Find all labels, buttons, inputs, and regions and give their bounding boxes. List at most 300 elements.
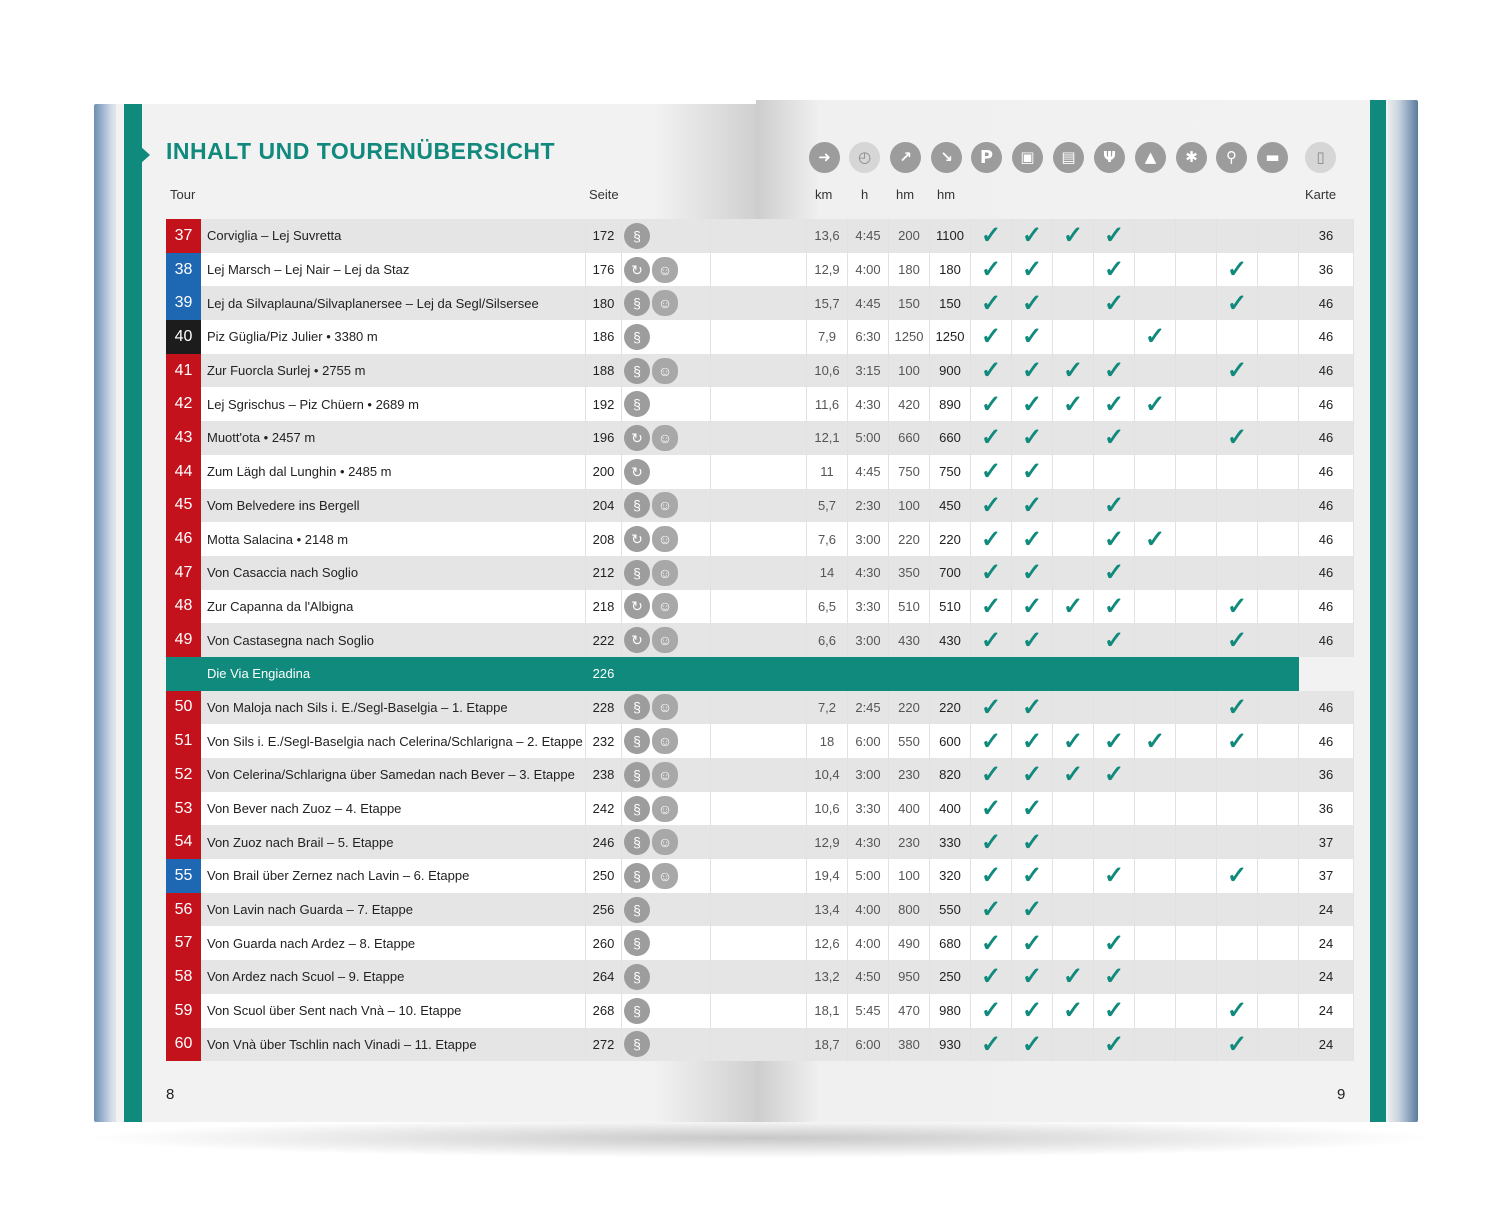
check-cable-car-icon: ✓	[1053, 387, 1094, 421]
family-friendly-icon: ☺	[652, 257, 678, 283]
check-lodging	[1258, 825, 1299, 859]
check-summit-icon: ✓	[1135, 522, 1176, 556]
duration-h: 4:30	[848, 825, 889, 859]
table-row[interactable]	[166, 859, 1354, 893]
map-number: 24	[1299, 994, 1354, 1028]
table-row[interactable]	[166, 590, 1354, 624]
check-bike-icon: ✓	[1217, 1028, 1258, 1062]
check-bike	[1217, 758, 1258, 792]
check-winter	[1176, 623, 1217, 657]
check-summit	[1135, 758, 1176, 792]
tour-number: 47	[166, 556, 201, 590]
ascent-hm: 200	[889, 219, 930, 253]
check-parking-icon: ✓	[971, 1028, 1012, 1062]
duration-h: 4:45	[848, 219, 889, 253]
check-parking-icon: ✓	[971, 455, 1012, 489]
table-row[interactable]	[166, 758, 1354, 792]
tour-type-icons	[622, 219, 711, 253]
descent-hm: 660	[930, 421, 971, 455]
table-row[interactable]	[166, 489, 1354, 523]
duration-h: 6:00	[848, 1028, 889, 1062]
check-winter	[1176, 926, 1217, 960]
ascent-hm: 220	[889, 522, 930, 556]
check-bus-icon: ✓	[1012, 489, 1053, 523]
descent-hm: 180	[930, 253, 971, 287]
tour-name: Von Brail über Zernez nach Lavin – 6. Etappe	[201, 859, 586, 893]
table-row[interactable]	[166, 792, 1354, 826]
tour-page: 272	[586, 1028, 622, 1062]
check-bike-icon: ✓	[1217, 253, 1258, 287]
distance-km: 7,9	[807, 320, 848, 354]
tour-type-icons	[622, 893, 711, 927]
map-number: 46	[1299, 522, 1354, 556]
spacer	[711, 758, 807, 792]
tour-number: 59	[166, 994, 201, 1028]
check-winter	[1176, 253, 1217, 287]
winter-icon: ✱	[1176, 142, 1207, 173]
check-lodging	[1258, 926, 1299, 960]
check-lodging	[1258, 994, 1299, 1028]
tour-type-icons	[622, 387, 711, 421]
map-number: 46	[1299, 354, 1354, 388]
tour-name: Vom Belvedere ins Bergell	[201, 489, 586, 523]
check-lodging	[1258, 421, 1299, 455]
tour-number: 53	[166, 792, 201, 826]
route-track-icon: §	[624, 998, 650, 1024]
tour-type-icons	[622, 994, 711, 1028]
ascent-hm: 100	[889, 859, 930, 893]
check-bike-icon: ✓	[1217, 724, 1258, 758]
map-number: 46	[1299, 320, 1354, 354]
check-winter	[1176, 320, 1217, 354]
tour-page: 246	[586, 825, 622, 859]
check-parking-icon: ✓	[971, 320, 1012, 354]
check-cable-car	[1053, 421, 1094, 455]
check-cable-car	[1053, 792, 1094, 826]
check-parking-icon: ✓	[971, 489, 1012, 523]
loop-route-icon: ↻	[624, 526, 650, 552]
distance-km: 19,4	[807, 859, 848, 893]
spacer	[711, 590, 807, 624]
table-row[interactable]	[166, 825, 1354, 859]
check-bus-icon: ✓	[1012, 421, 1053, 455]
check-summit-icon: ✓	[1135, 320, 1176, 354]
descent-hm: 400	[930, 792, 971, 826]
spacer	[711, 724, 807, 758]
distance-km: 12,6	[807, 926, 848, 960]
tour-page: 208	[586, 522, 622, 556]
duration-h: 2:45	[848, 691, 889, 725]
tour-number: 60	[166, 1028, 201, 1062]
tour-page: 212	[586, 556, 622, 590]
table-row[interactable]	[166, 253, 1354, 287]
check-restaurant	[1094, 691, 1135, 725]
check-restaurant-icon: ✓	[1094, 219, 1135, 253]
descent-hm: 250	[930, 960, 971, 994]
check-winter	[1176, 859, 1217, 893]
map-number: 46	[1299, 421, 1354, 455]
table-row[interactable]	[166, 286, 1354, 320]
check-summit	[1135, 893, 1176, 927]
parking-icon: P	[971, 142, 1002, 173]
check-summit	[1135, 792, 1176, 826]
map-number: 24	[1299, 893, 1354, 927]
route-track-icon: §	[624, 796, 650, 822]
check-restaurant	[1094, 893, 1135, 927]
family-friendly-icon: ☺	[652, 560, 678, 586]
tour-name: Zum Lägh dal Lunghin • 2485 m	[201, 455, 586, 489]
tour-number: 56	[166, 893, 201, 927]
section-number	[166, 657, 201, 691]
tour-name: Von Bever nach Zuoz – 4. Etappe	[201, 792, 586, 826]
map-number: 46	[1299, 691, 1354, 725]
check-bike	[1217, 825, 1258, 859]
tour-type-icons	[622, 623, 711, 657]
descent-hm: 450	[930, 489, 971, 523]
tour-number: 57	[166, 926, 201, 960]
check-parking-icon: ✓	[971, 421, 1012, 455]
check-lodging	[1258, 960, 1299, 994]
spacer	[711, 455, 807, 489]
distance-km: 18	[807, 724, 848, 758]
check-winter	[1176, 960, 1217, 994]
table-row[interactable]	[166, 522, 1354, 556]
spacer	[711, 926, 807, 960]
spacer	[711, 421, 807, 455]
check-bus-icon: ✓	[1012, 1028, 1053, 1062]
table-row[interactable]	[166, 893, 1354, 927]
tour-number: 45	[166, 489, 201, 523]
check-lodging	[1258, 455, 1299, 489]
tour-page: 242	[586, 792, 622, 826]
table-row[interactable]	[166, 1028, 1354, 1062]
table-row[interactable]	[166, 724, 1354, 758]
route-track-icon: §	[624, 1031, 650, 1057]
check-bus-icon: ✓	[1012, 286, 1053, 320]
check-restaurant-icon: ✓	[1094, 994, 1135, 1028]
tour-number: 41	[166, 354, 201, 388]
check-bus-icon: ✓	[1012, 926, 1053, 960]
map-number: 24	[1299, 960, 1354, 994]
check-lodging	[1258, 489, 1299, 523]
check-lodging	[1258, 893, 1299, 927]
route-track-icon: §	[624, 728, 650, 754]
distance-km: 13,2	[807, 960, 848, 994]
loop-route-icon: ↻	[624, 257, 650, 283]
table-row[interactable]	[166, 994, 1354, 1028]
check-bus-icon: ✓	[1012, 253, 1053, 287]
check-restaurant-icon: ✓	[1094, 724, 1135, 758]
header-hm-up: hm	[896, 187, 915, 202]
check-winter	[1176, 421, 1217, 455]
check-cable-car	[1053, 825, 1094, 859]
tour-number: 37	[166, 219, 201, 253]
page-number-left: 8	[166, 1086, 175, 1103]
table-row[interactable]	[166, 556, 1354, 590]
family-friendly-icon: ☺	[652, 425, 678, 451]
check-cable-car	[1053, 691, 1094, 725]
restaurant-icon: Ψ	[1094, 142, 1125, 173]
check-restaurant-icon: ✓	[1094, 253, 1135, 287]
header-seite: Seite	[589, 187, 619, 202]
map-number: 46	[1299, 590, 1354, 624]
tour-name: Von Castasegna nach Soglio	[201, 623, 586, 657]
route-track-icon: §	[624, 863, 650, 889]
ascent-icon: ↗	[890, 142, 921, 173]
check-lodging	[1258, 320, 1299, 354]
check-winter	[1176, 219, 1217, 253]
ascent-hm: 750	[889, 455, 930, 489]
table-row[interactable]	[166, 219, 1354, 253]
check-bus-icon: ✓	[1012, 219, 1053, 253]
check-bus-icon: ✓	[1012, 590, 1053, 624]
duration-h: 5:00	[848, 421, 889, 455]
tour-type-icons	[622, 320, 711, 354]
family-friendly-icon: ☺	[652, 358, 678, 384]
descent-hm: 600	[930, 724, 971, 758]
descent-hm: 930	[930, 1028, 971, 1062]
bike-icon: ⚲	[1216, 142, 1247, 173]
check-winter	[1176, 522, 1217, 556]
loop-route-icon: ↻	[624, 425, 650, 451]
spacer	[711, 253, 807, 287]
duration-h: 3:15	[848, 354, 889, 388]
check-restaurant-icon: ✓	[1094, 421, 1135, 455]
tour-type-icons	[622, 286, 711, 320]
check-restaurant-icon: ✓	[1094, 1028, 1135, 1062]
check-bus-icon: ✓	[1012, 387, 1053, 421]
tour-type-icons	[622, 758, 711, 792]
duration-h: 3:30	[848, 792, 889, 826]
tour-name: Von Ardez nach Scuol – 9. Etappe	[201, 960, 586, 994]
loop-route-icon: ↻	[624, 627, 650, 653]
page-edges-right	[1385, 100, 1418, 1122]
check-cable-car	[1053, 455, 1094, 489]
check-restaurant-icon: ✓	[1094, 859, 1135, 893]
header-hm-down: hm	[937, 187, 956, 202]
duration-h: 3:30	[848, 590, 889, 624]
family-friendly-icon: ☺	[652, 627, 678, 653]
family-friendly-icon: ☺	[652, 829, 678, 855]
descent-hm: 980	[930, 994, 971, 1028]
check-bus-icon: ✓	[1012, 724, 1053, 758]
check-cable-car-icon: ✓	[1053, 354, 1094, 388]
descent-hm: 700	[930, 556, 971, 590]
route-track-icon: §	[624, 694, 650, 720]
page-title: INHALT UND TOURENÜBERSICHT	[166, 138, 556, 164]
check-parking-icon: ✓	[971, 792, 1012, 826]
summit-icon: ▲	[1135, 142, 1166, 173]
duration-h: 6:00	[848, 724, 889, 758]
section-page: 226	[586, 657, 622, 691]
check-lodging	[1258, 724, 1299, 758]
check-lodging	[1258, 758, 1299, 792]
descent-hm: 220	[930, 522, 971, 556]
check-lodging	[1258, 219, 1299, 253]
family-friendly-icon: ☺	[652, 290, 678, 316]
check-summit	[1135, 286, 1176, 320]
map-number: 24	[1299, 1028, 1354, 1062]
signpost-icon: ➜	[809, 142, 840, 173]
title-marker	[140, 146, 150, 164]
descent-hm: 510	[930, 590, 971, 624]
check-parking-icon: ✓	[971, 354, 1012, 388]
check-restaurant	[1094, 455, 1135, 489]
tour-type-icons	[622, 960, 711, 994]
check-restaurant	[1094, 825, 1135, 859]
check-parking-icon: ✓	[971, 859, 1012, 893]
tour-number: 58	[166, 960, 201, 994]
check-bike	[1217, 792, 1258, 826]
spacer	[711, 893, 807, 927]
table-row[interactable]	[166, 960, 1354, 994]
tour-name: Zur Fuorcla Surlej • 2755 m	[201, 354, 586, 388]
table-row[interactable]	[166, 320, 1354, 354]
tour-table	[166, 219, 1354, 1061]
tour-name: Lej da Silvaplauna/Silvaplanersee – Lej da Segl/Silsersee	[201, 286, 586, 320]
check-summit-icon: ✓	[1135, 724, 1176, 758]
table-row[interactable]	[166, 387, 1354, 421]
check-bus-icon: ✓	[1012, 893, 1053, 927]
family-friendly-icon: ☺	[652, 796, 678, 822]
ascent-hm: 230	[889, 825, 930, 859]
route-track-icon: §	[624, 897, 650, 923]
tour-name: Von Vnà über Tschlin nach Vinadi – 11. Etappe	[201, 1028, 586, 1062]
ascent-hm: 470	[889, 994, 930, 1028]
spacer	[711, 219, 807, 253]
ascent-hm: 180	[889, 253, 930, 287]
table-row[interactable]	[166, 354, 1354, 388]
check-bike-icon: ✓	[1217, 623, 1258, 657]
check-summit	[1135, 253, 1176, 287]
check-parking-icon: ✓	[971, 994, 1012, 1028]
check-restaurant-icon: ✓	[1094, 758, 1135, 792]
table-row[interactable]	[166, 421, 1354, 455]
duration-h: 4:00	[848, 253, 889, 287]
table-row[interactable]	[166, 926, 1354, 960]
check-cable-car	[1053, 623, 1094, 657]
check-summit	[1135, 421, 1176, 455]
check-bike	[1217, 926, 1258, 960]
check-lodging	[1258, 792, 1299, 826]
tour-page: 264	[586, 960, 622, 994]
tour-type-icons	[622, 724, 711, 758]
tour-type-icons	[622, 421, 711, 455]
spacer	[711, 691, 807, 725]
check-summit	[1135, 455, 1176, 489]
tour-page: 218	[586, 590, 622, 624]
check-bus-icon: ✓	[1012, 691, 1053, 725]
route-track-icon: §	[624, 829, 650, 855]
check-bike	[1217, 387, 1258, 421]
distance-km: 10,6	[807, 792, 848, 826]
distance-km: 10,4	[807, 758, 848, 792]
duration-h: 4:00	[848, 926, 889, 960]
check-bike-icon: ✓	[1217, 421, 1258, 455]
table-row[interactable]	[166, 455, 1354, 489]
family-friendly-icon: ☺	[652, 492, 678, 518]
left-accent-bar	[124, 104, 142, 1122]
map-number: 36	[1299, 792, 1354, 826]
check-bus-icon: ✓	[1012, 455, 1053, 489]
tour-number: 49	[166, 623, 201, 657]
ascent-hm: 220	[889, 691, 930, 725]
tour-number: 52	[166, 758, 201, 792]
spacer	[711, 387, 807, 421]
header-tour: Tour	[170, 187, 196, 202]
distance-km: 6,6	[807, 623, 848, 657]
check-lodging	[1258, 387, 1299, 421]
check-summit	[1135, 489, 1176, 523]
check-bus-icon: ✓	[1012, 994, 1053, 1028]
table-row[interactable]	[166, 623, 1354, 657]
route-track-icon: §	[624, 560, 650, 586]
route-track-icon: §	[624, 762, 650, 788]
check-parking-icon: ✓	[971, 893, 1012, 927]
descent-hm: 820	[930, 758, 971, 792]
check-cable-car-icon: ✓	[1053, 994, 1094, 1028]
duration-h: 3:00	[848, 623, 889, 657]
check-summit	[1135, 960, 1176, 994]
distance-km: 11	[807, 455, 848, 489]
check-winter	[1176, 286, 1217, 320]
tour-page: 222	[586, 623, 622, 657]
ascent-hm: 430	[889, 623, 930, 657]
family-friendly-icon: ☺	[652, 762, 678, 788]
section-row[interactable]	[166, 657, 1354, 691]
route-track-icon: §	[624, 290, 650, 316]
check-parking-icon: ✓	[971, 623, 1012, 657]
check-bike	[1217, 522, 1258, 556]
distance-km: 13,4	[807, 893, 848, 927]
ascent-hm: 100	[889, 354, 930, 388]
tour-page: 256	[586, 893, 622, 927]
spacer	[711, 556, 807, 590]
descent-hm: 900	[930, 354, 971, 388]
check-bus-icon: ✓	[1012, 960, 1053, 994]
tour-page: 180	[586, 286, 622, 320]
distance-km: 7,2	[807, 691, 848, 725]
page-number-right: 9	[1337, 1086, 1346, 1103]
check-bike-icon: ✓	[1217, 994, 1258, 1028]
tour-page: 228	[586, 691, 622, 725]
duration-h: 4:30	[848, 556, 889, 590]
cable-car-icon: ▤	[1053, 142, 1084, 173]
tour-name: Von Lavin nach Guarda – 7. Etappe	[201, 893, 586, 927]
spacer	[711, 859, 807, 893]
check-summit	[1135, 994, 1176, 1028]
ascent-hm: 100	[889, 489, 930, 523]
ascent-hm: 800	[889, 893, 930, 927]
check-bike-icon: ✓	[1217, 691, 1258, 725]
check-restaurant-icon: ✓	[1094, 522, 1135, 556]
header-km: km	[815, 187, 833, 202]
check-bike	[1217, 893, 1258, 927]
tour-number: 39	[166, 286, 201, 320]
check-restaurant-icon: ✓	[1094, 354, 1135, 388]
table-row[interactable]	[166, 691, 1354, 725]
tour-name: Von Casaccia nach Soglio	[201, 556, 586, 590]
check-lodging	[1258, 590, 1299, 624]
route-track-icon: §	[624, 391, 650, 417]
check-cable-car	[1053, 859, 1094, 893]
check-summit	[1135, 859, 1176, 893]
check-summit	[1135, 354, 1176, 388]
check-bike	[1217, 556, 1258, 590]
spacer	[711, 623, 807, 657]
check-winter	[1176, 893, 1217, 927]
tour-number: 40	[166, 320, 201, 354]
